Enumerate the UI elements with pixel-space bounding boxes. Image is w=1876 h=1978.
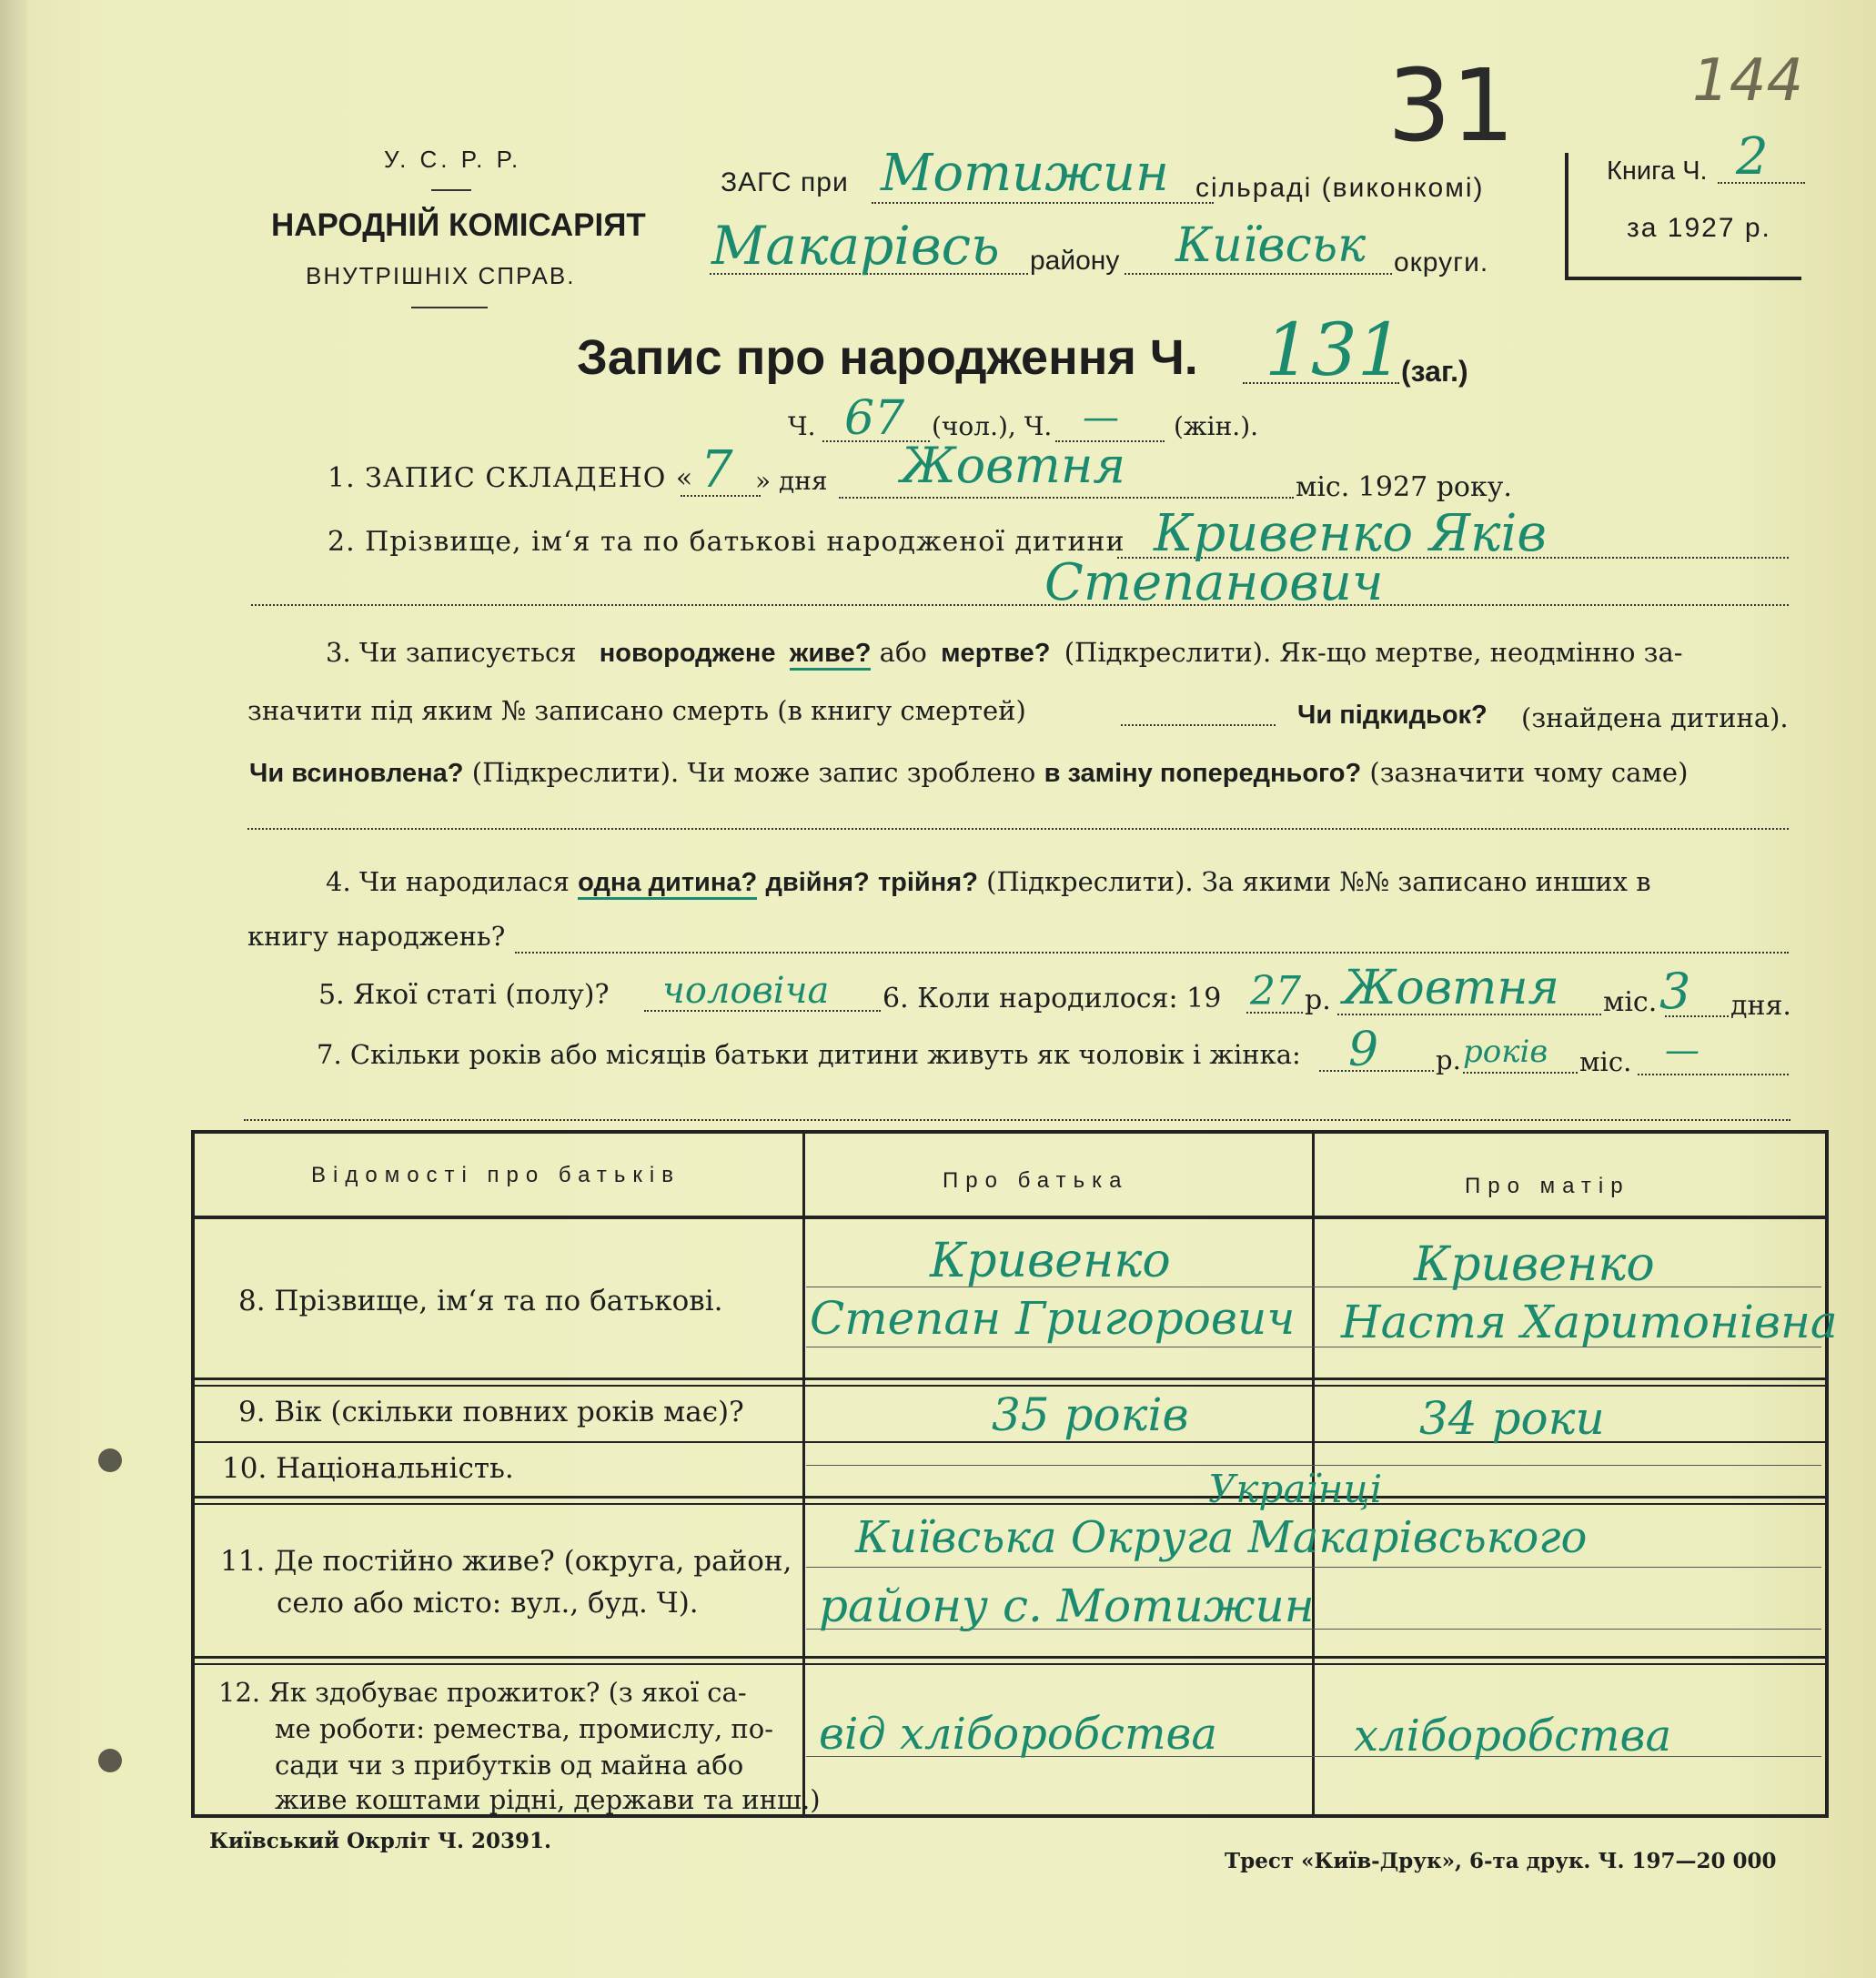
table-row-rule xyxy=(195,1656,1825,1659)
q5-label: 5. Якої статі (полу)? xyxy=(318,979,610,1011)
table-write-line xyxy=(806,1465,1821,1466)
ministry-label: НАРОДНІЙ КОМІСАРІЯТ xyxy=(271,207,646,243)
row11-label-line1: 11. Де постійно живе? (округа, район, xyxy=(220,1545,792,1578)
q7-months-line-a xyxy=(1463,1072,1578,1074)
q2-label: 2. Прізвище, ім‘я та по батькові народженої дитини xyxy=(328,526,1125,558)
q3-line2a: значити під яким № записано смерть (в книгу смертей) xyxy=(247,695,1026,726)
q4-line2: книгу народжень? xyxy=(247,921,506,952)
row8-label: 8. Прізвище, ім‘я та по батькові. xyxy=(238,1285,723,1317)
footer-left: Київський Окрліт Ч. 20391. xyxy=(209,1829,552,1853)
q3-line2b: Чи підкидьок? xyxy=(1297,701,1488,730)
table-col-divider xyxy=(802,1134,805,1814)
row12-label-line3: сади чи з прибутків од майна або xyxy=(275,1750,744,1781)
q5-value: чоловіча xyxy=(662,970,830,1012)
q2-value-line2: Степанович xyxy=(1044,553,1384,612)
male-label: (чол.), Ч. xyxy=(932,411,1053,441)
district-value: Макарівсь xyxy=(711,215,1000,277)
record-title: Запис про народження Ч. xyxy=(577,330,1198,385)
binding-hole xyxy=(98,1448,122,1472)
q3-line2c: (знайдена дитина). xyxy=(1521,702,1789,733)
row12-label-line1: 12. Як здобуває прожиток? (з якої са- xyxy=(218,1677,747,1708)
q3-line1: 3. Чи записується новороджене живе? або мертве? (Підкреслити). Як-що мертве, неодмінно за- xyxy=(326,637,1683,669)
col-header-mother: Про матір xyxy=(1465,1174,1630,1198)
father-age: 35 років xyxy=(992,1388,1189,1441)
q7-months-value: — xyxy=(1665,1030,1699,1070)
book-number-value: 2 xyxy=(1736,127,1769,187)
record-number-suffix: (заг.) xyxy=(1401,355,1468,388)
q1-label: 1. ЗАПИС СКЛАДЕНО « xyxy=(328,462,694,494)
q7-extra-line xyxy=(244,1119,1790,1121)
female-label: (жін.). xyxy=(1174,411,1259,441)
father-surname: Кривенко xyxy=(930,1234,1171,1288)
sub-prefix: Ч. xyxy=(788,411,816,441)
zags-suffix: сільраді (виконкомі) xyxy=(1195,173,1485,203)
row12-label-line2: ме роботи: ремества, промислу, по- xyxy=(275,1713,774,1744)
residence-line2: району с. Мотижин xyxy=(819,1579,1315,1632)
q2-value-line1: Кривенко Яків xyxy=(1154,504,1548,563)
female-number-value: — xyxy=(1083,397,1119,439)
mother-name: Настя Харитонівна xyxy=(1341,1296,1838,1348)
table-row-rule xyxy=(195,1496,1825,1499)
divider xyxy=(411,307,488,308)
q7-years-value: 9 xyxy=(1348,1023,1379,1077)
book-label: Книга Ч. xyxy=(1607,156,1708,186)
table-row-rule xyxy=(195,1385,1825,1387)
district-label: району xyxy=(1030,246,1120,276)
q6-day-value: 3 xyxy=(1659,963,1691,1020)
father-occupation: від хліборобства xyxy=(819,1709,1218,1760)
q6-year-suffix: р. xyxy=(1305,984,1331,1016)
q6-month-suffix: міс. xyxy=(1603,986,1658,1018)
q3-death-number-line xyxy=(1121,724,1276,726)
q6-year-value: 27 xyxy=(1250,968,1301,1014)
mother-age: 34 роки xyxy=(1419,1392,1605,1445)
table-row-rule xyxy=(195,1378,1825,1380)
mother-surname: Кривенко xyxy=(1414,1237,1655,1292)
table-write-line xyxy=(806,1567,1821,1568)
footer-right: Трест «Київ-Друк», 6-та друк. Ч. 197—20 000 xyxy=(1225,1849,1777,1873)
q6-day-suffix: дня. xyxy=(1730,990,1791,1022)
col-header-father: Про батька xyxy=(943,1168,1129,1193)
paper-edge xyxy=(0,0,27,1978)
republic-label: У. С. Р. Р. xyxy=(384,146,522,173)
department-label: ВНУТРІШНІХ СПРАВ. xyxy=(306,262,576,289)
okrug-label: округи. xyxy=(1394,247,1489,278)
q2-line2 xyxy=(251,604,1789,606)
q4-line1: 4. Чи народилася одна дитина? двійня? трійня? (Підкреслити). За якими №№ записано инших в xyxy=(326,866,1651,898)
q1-mid: » дня xyxy=(755,466,828,496)
table-row-rule xyxy=(195,1503,1825,1505)
row12-label-line4: живе коштами рідні, держави та инш.) xyxy=(275,1784,821,1815)
row9-label: 9. Вік (скільки повних років має)? xyxy=(238,1396,744,1428)
zags-prefix: ЗАГС при xyxy=(721,167,849,197)
page-number-pencil: 144 xyxy=(1692,47,1804,115)
zags-village-value: Мотижин xyxy=(881,144,1169,203)
q7-label: 7. Скільки років або місяців батьки дитини живуть як чоловік і жінка: xyxy=(317,1039,1301,1070)
q1-month-line xyxy=(839,497,1294,499)
q6-label: 6. Коли народилося: 19 xyxy=(883,983,1222,1014)
nationality-value: Українці xyxy=(1208,1467,1383,1511)
record-number-value: 131 xyxy=(1265,308,1404,392)
book-year: за 1927 р. xyxy=(1627,213,1771,243)
q4-numbers-line xyxy=(515,952,1789,954)
father-name: Степан Григорович xyxy=(810,1292,1296,1345)
divider xyxy=(431,189,471,191)
okrug-value: Київськ xyxy=(1175,218,1367,273)
male-number-value: 67 xyxy=(844,391,905,446)
q7-extra-value: років xyxy=(1463,1034,1548,1070)
q3-reason-line xyxy=(247,828,1789,830)
table-header-rule xyxy=(195,1216,1825,1219)
q3-line3: Чи всиновлена? (Підкреслити). Чи може запис зроблено в заміну попереднього? (зазначити чому саме) xyxy=(249,757,1689,788)
record-seq-ink: 31 xyxy=(1387,47,1515,164)
q1-tail: міс. 1927 року. xyxy=(1296,471,1512,503)
binding-hole xyxy=(98,1749,122,1772)
q1-month-value: Жовтня xyxy=(901,437,1126,494)
q1-day-value: 7 xyxy=(701,440,733,500)
q7-months-line xyxy=(1638,1074,1789,1075)
row10-label: 10. Національність. xyxy=(222,1452,514,1485)
col-header-info: Відомості про батьків xyxy=(311,1163,681,1187)
q6-month-value: Жовтня xyxy=(1343,961,1559,1015)
row11-label-line2: село або місто: вул., буд. Ч). xyxy=(277,1587,699,1620)
q7-months-suffix: міс. xyxy=(1579,1046,1632,1077)
table-row-rule xyxy=(195,1663,1825,1665)
residence-line1: Київська Округа Макарівського xyxy=(855,1512,1588,1563)
okrug-line xyxy=(1125,273,1392,275)
mother-occupation: хліборобства xyxy=(1354,1711,1672,1761)
q7-years-suffix: р. xyxy=(1436,1045,1461,1075)
